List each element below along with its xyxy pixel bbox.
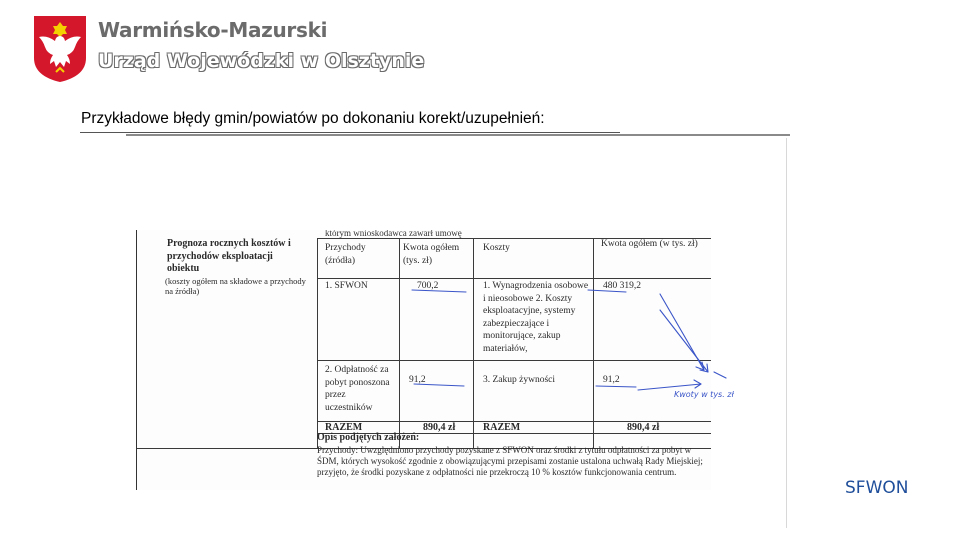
corner-label: SFWON	[845, 478, 909, 498]
row1-koszty: 1. Wynagrodzenia osobowe i nieosobowe 2. Koszty eksploatacyjne, systemy zabezpieczające i monitorujące, zakup materiałów,	[483, 281, 589, 354]
row1-przychody: 1. SFWON	[325, 281, 368, 291]
row2-koszty: 3. Zakup żywności	[483, 375, 556, 385]
row2-kwota-kosztow: 91,2	[603, 375, 620, 385]
col-header-koszty: Koszty	[483, 243, 510, 253]
left-heading: Prognoza rocznych kosztów i przychodów eksploatacji obiektu	[167, 238, 291, 274]
scanned-document	[126, 134, 790, 536]
row2-kwota: 91,2	[409, 375, 426, 385]
col-header-przychody: Przychody (źródła)	[325, 243, 366, 266]
total-value-left: 890,4 zł	[423, 422, 456, 433]
total-value-right: 890,4 zł	[627, 422, 660, 433]
row2-przychody: 2. Odpłatność za pobyt ponoszona przez uczestników	[325, 365, 390, 413]
left-note: (koszty ogółem na składowe a przychody na źródła)	[165, 276, 306, 296]
org-name: Warmińsko-Mazurski	[98, 18, 328, 42]
polish-eagle-crest-icon	[32, 14, 88, 84]
col-header-kwota: Kwota ogółem (tys. zł)	[403, 243, 460, 266]
row1-kwota-kosztow: 480 319,2	[603, 281, 641, 291]
org-subtitle: Urząd Wojewódzki w Olsztynie	[98, 50, 425, 72]
header	[30, 12, 425, 86]
total-label-right: RAZEM	[483, 422, 521, 433]
handwritten-note: Kwoty w tys. zł	[674, 390, 734, 399]
row1-kwota: 700,2	[417, 281, 439, 291]
handwritten-annotations	[126, 134, 790, 536]
document-top-text: którym wnioskodawca zawarł umowę	[325, 230, 462, 238]
total-label-left: RAZEM	[325, 422, 363, 433]
col-header-kwota-kosztow: Kwota ogółem (w tys. zł)	[601, 239, 698, 249]
title-underline	[80, 132, 620, 133]
opis-text: Przychody: Uwzględniono przychody pozyskane z SFWON oraz środki z tytułu odpłatności za pobyt w ŚDM, których wysokość zgodnie z obowiązującymi przepisami zostanie ustalona uchwałą Rady Miejskiej; przyjęto, że środki pozyskane z odpłatności nie przekroczą 10 % kosztów funkcjonowania centrum.	[317, 445, 703, 477]
opis-heading: Opis podjętych założeń:	[317, 432, 420, 443]
slide-title: Przykładowe błędy gmin/powiatów po dokonaniu korekt/uzupełnień:	[81, 110, 545, 127]
